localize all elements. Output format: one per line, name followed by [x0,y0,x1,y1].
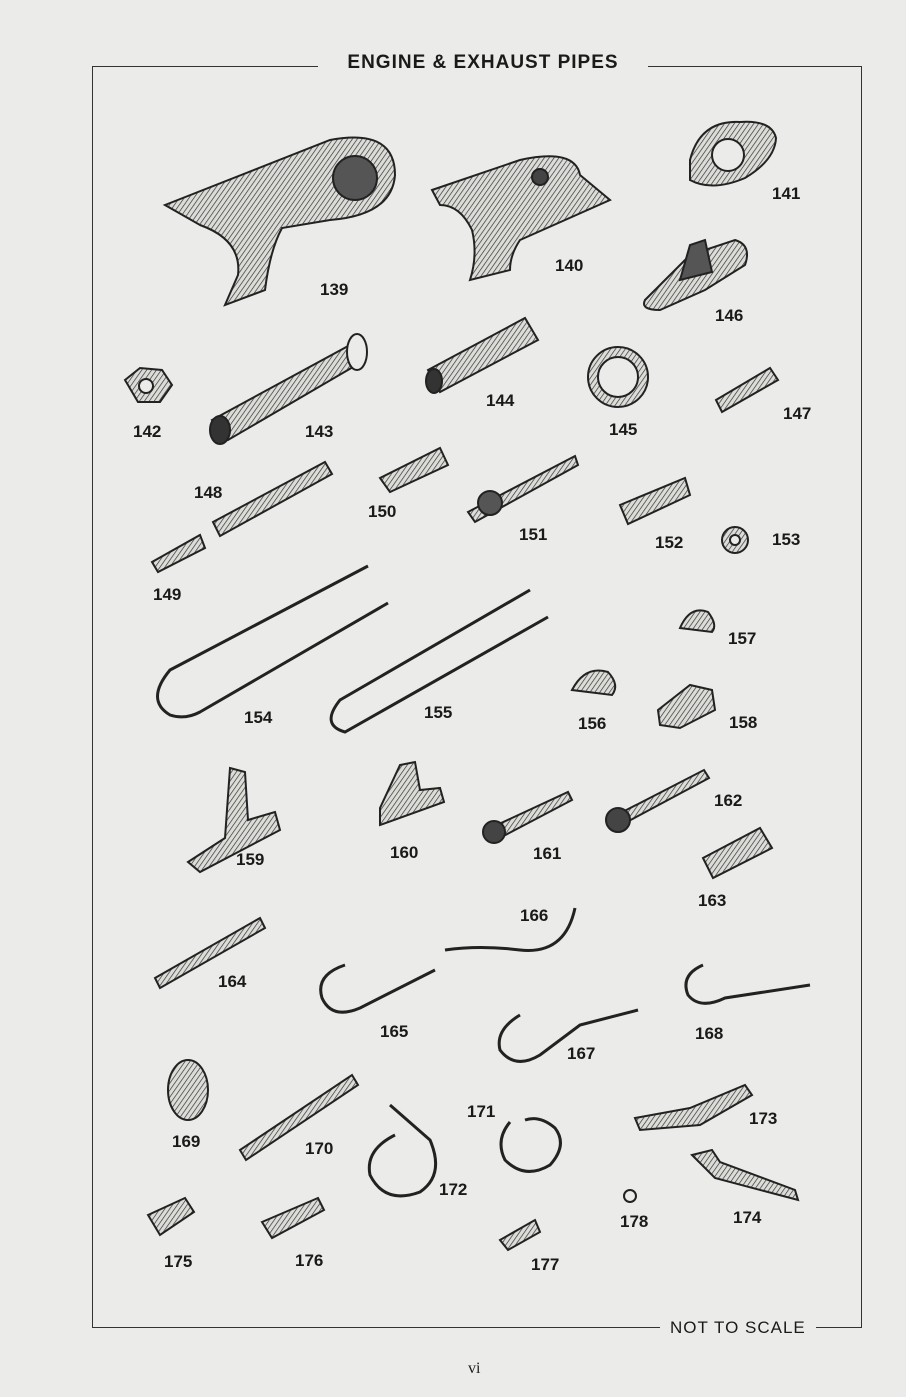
part-143-drawing [212,345,365,440]
part-label-166: 166 [520,906,549,925]
part-147-drawing [716,368,778,412]
part-label-160: 160 [390,843,419,862]
part-label-175: 175 [164,1252,193,1271]
part-label-161: 161 [533,844,562,863]
part-152-drawing [620,478,690,524]
part-label-139: 139 [320,280,349,299]
page-number: vi [468,1360,481,1377]
part-178-drawing [624,1190,636,1202]
part-175-drawing [148,1198,194,1235]
part-label-173: 173 [749,1109,778,1128]
part-157-drawing [680,610,714,632]
part-label-143: 143 [305,422,334,441]
part-159-drawing [188,768,280,872]
part-144-drawing [428,318,538,392]
part-label-171: 171 [467,1102,496,1121]
part-label-172: 172 [439,1180,468,1199]
part-172-drawing [369,1105,435,1196]
part-170-drawing [240,1075,358,1160]
part-label-151: 151 [519,525,548,544]
page-title: ENGINE & EXHAUST PIPES [318,52,648,74]
part-label-148: 148 [194,483,223,502]
part-156-drawing [572,670,615,695]
part-label-149: 149 [153,585,182,604]
part-label-153: 153 [772,530,801,549]
part-160-drawing [380,762,444,825]
part-label-165: 165 [380,1022,409,1041]
part-166-drawing [445,908,575,950]
part-label-145: 145 [609,420,638,439]
part-label-159: 159 [236,850,265,869]
part-164-drawing [155,918,265,988]
part-label-177: 177 [531,1255,560,1274]
part-label-141: 141 [772,184,801,203]
part-149-drawing [152,535,205,572]
part-163-drawing [703,828,772,878]
part-label-164: 164 [218,972,247,991]
part-165-drawing [321,965,435,1012]
part-label-157: 157 [728,629,757,648]
part-171-drawing [501,1119,560,1172]
part-154-drawing [158,566,389,717]
part-label-156: 156 [578,714,607,733]
part-176-drawing [262,1198,324,1238]
part-label-158: 158 [729,713,758,732]
part-label-178: 178 [620,1212,649,1231]
part-label-168: 168 [695,1024,724,1043]
part-label-155: 155 [424,703,453,722]
part-label-169: 169 [172,1132,201,1151]
part-174-drawing [692,1150,798,1200]
not-to-scale-note: NOT TO SCALE [660,1318,816,1338]
part-label-176: 176 [295,1251,324,1270]
part-label-152: 152 [655,533,684,552]
part-label-170: 170 [305,1139,334,1158]
part-label-146: 146 [715,306,744,325]
part-label-174: 174 [733,1208,762,1227]
part-168-drawing [686,965,810,1003]
part-150-drawing [380,448,448,492]
part-label-163: 163 [698,891,727,910]
part-label-140: 140 [555,256,584,275]
part-label-147: 147 [783,404,812,423]
part-158-drawing [658,685,715,728]
part-label-162: 162 [714,791,743,810]
part-label-150: 150 [368,502,397,521]
part-169-drawing [168,1060,208,1120]
part-label-167: 167 [567,1044,596,1063]
part-173-drawing [635,1085,752,1130]
part-label-144: 144 [486,391,515,410]
part-label-154: 154 [244,708,273,727]
part-label-142: 142 [133,422,162,441]
part-177-drawing [500,1220,540,1250]
part-148-drawing [213,462,332,536]
